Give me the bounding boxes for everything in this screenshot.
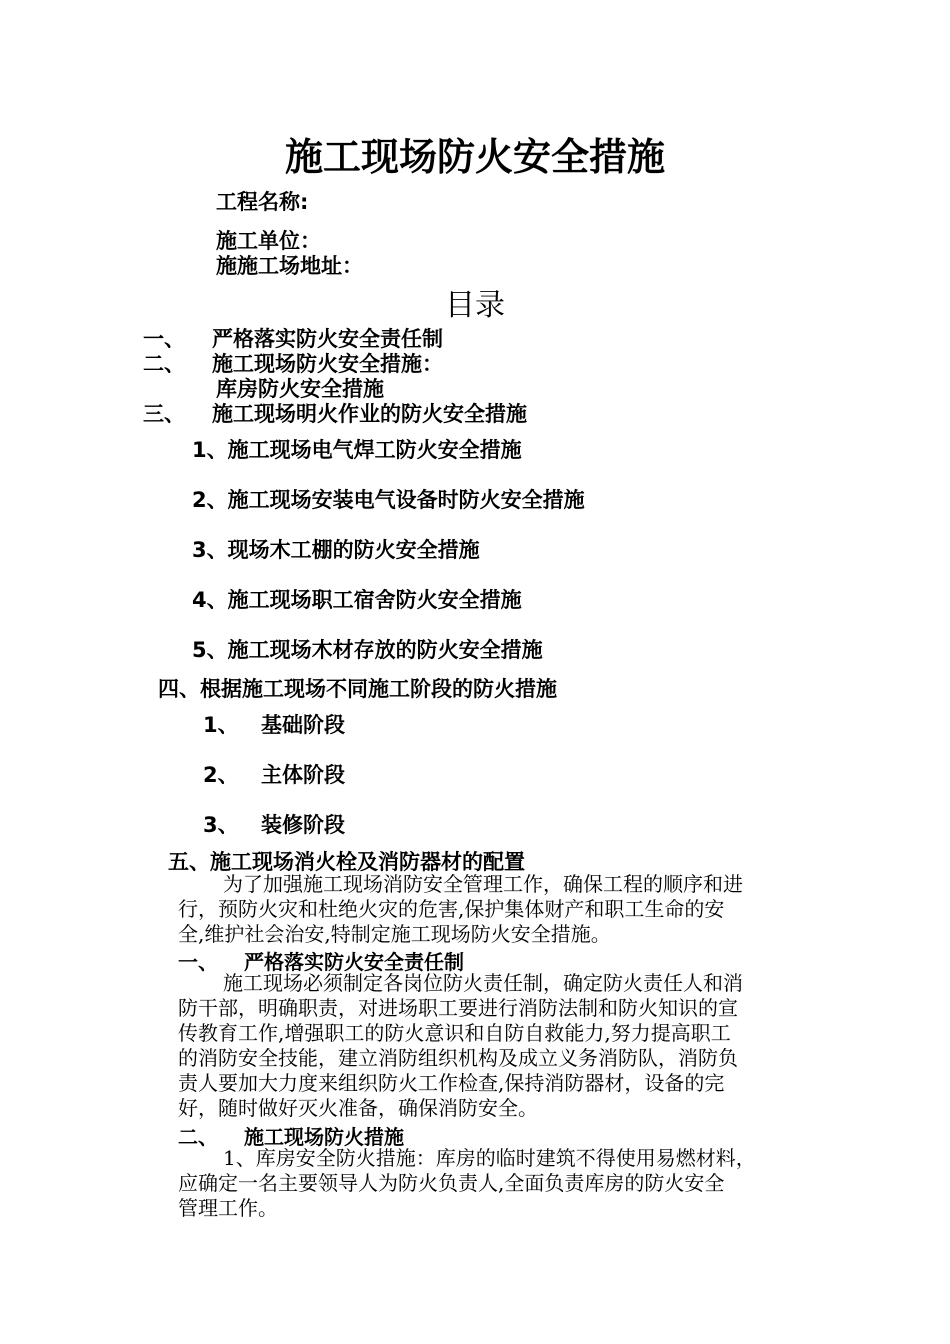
section-2-line-2: 应确定一名主要领导人为防火负责人,全面负责库房的防火安全 bbox=[178, 1171, 725, 1195]
toc-item-2: 施工现场防火安全措施： bbox=[212, 352, 443, 376]
toc-subitem-3-1: 1、施工现场电气焊工防火安全措施 bbox=[192, 438, 522, 462]
toc-subitem-3-3: 3、现场木工棚的防火安全措施 bbox=[192, 538, 480, 562]
toc-subitem-4-1-number: 1、 bbox=[203, 713, 239, 737]
toc-subitem-4-2: 主体阶段 bbox=[261, 763, 345, 787]
section-1-line-3: 传教育工作,增强职工的防火意识和自防自救能力,努力提高职工 bbox=[178, 1021, 731, 1045]
site-address-label: 施施工场地址： bbox=[216, 254, 363, 278]
toc-subitem-3-2: 2、施工现场安装电气设备时防火安全措施 bbox=[192, 488, 585, 512]
toc-item-5: 五、施工现场消火栓及消防器材的配置 bbox=[168, 850, 525, 874]
toc-item-3: 施工现场明火作业的防火安全措施 bbox=[212, 402, 527, 426]
section-2-line-1: 1、库房安全防火措施：库房的临时建筑不得使用易燃材料， bbox=[223, 1146, 756, 1170]
section-1-line-2: 防干部，明确职责，对进场职工要进行消防法制和防火知识的宣 bbox=[178, 996, 738, 1020]
toc-heading: 目录 bbox=[445, 288, 505, 323]
intro-line-1: 为了加强施工现场消防安全管理工作，确保工程的顺序和进 bbox=[223, 872, 743, 896]
project-name-label: 工程名称: bbox=[216, 190, 309, 214]
toc-subitem-4-3-number: 3、 bbox=[203, 813, 239, 837]
section-1-number: 一、 bbox=[178, 950, 218, 974]
toc-subitem-3-4: 4、施工现场职工宿舍防火安全措施 bbox=[192, 588, 522, 612]
toc-subitem-3-5: 5、施工现场木材存放的防火安全措施 bbox=[192, 638, 543, 662]
section-1-line-1: 施工现场必须制定各岗位防火责任制，确定防火责任人和消 bbox=[223, 971, 743, 995]
intro-line-2: 行，预防火灾和杜绝火灾的危害,保护集体财产和职工生命的安 bbox=[178, 897, 725, 921]
toc-item-4: 四、根据施工现场不同施工阶段的防火措施 bbox=[158, 677, 557, 701]
construction-unit-label: 施工单位： bbox=[216, 229, 321, 253]
document-title: 施工现场防火安全措施 bbox=[284, 135, 665, 179]
section-1-line-4: 的消防安全技能，建立消防组织机构及成立义务消防队，消防负 bbox=[178, 1046, 738, 1070]
toc-item-2-sub: 库房防火安全措施 bbox=[216, 377, 384, 401]
toc-subitem-4-2-number: 2、 bbox=[203, 763, 239, 787]
toc-item-2-number: 二、 bbox=[143, 352, 185, 376]
section-1-heading: 严格落实防火安全责任制 bbox=[244, 950, 464, 974]
toc-item-1-number: 一、 bbox=[143, 327, 185, 351]
intro-line-3: 全,维护社会治安,特制定施工现场防火安全措施。 bbox=[178, 922, 611, 946]
section-1-line-5: 责人要加大力度来组织防火工作检查,保持消防器材，设备的完 bbox=[178, 1071, 725, 1095]
section-2-heading: 施工现场防火措施 bbox=[244, 1125, 404, 1149]
section-2-line-3: 管理工作。 bbox=[178, 1196, 278, 1220]
toc-item-1: 严格落实防火安全责任制 bbox=[212, 327, 443, 351]
toc-subitem-4-1: 基础阶段 bbox=[261, 713, 345, 737]
section-2-number: 二、 bbox=[178, 1125, 218, 1149]
toc-item-3-number: 三、 bbox=[143, 402, 185, 426]
section-1-line-6: 好，随时做好灭火准备，确保消防安全。 bbox=[178, 1096, 538, 1120]
toc-subitem-4-3: 装修阶段 bbox=[261, 813, 345, 837]
